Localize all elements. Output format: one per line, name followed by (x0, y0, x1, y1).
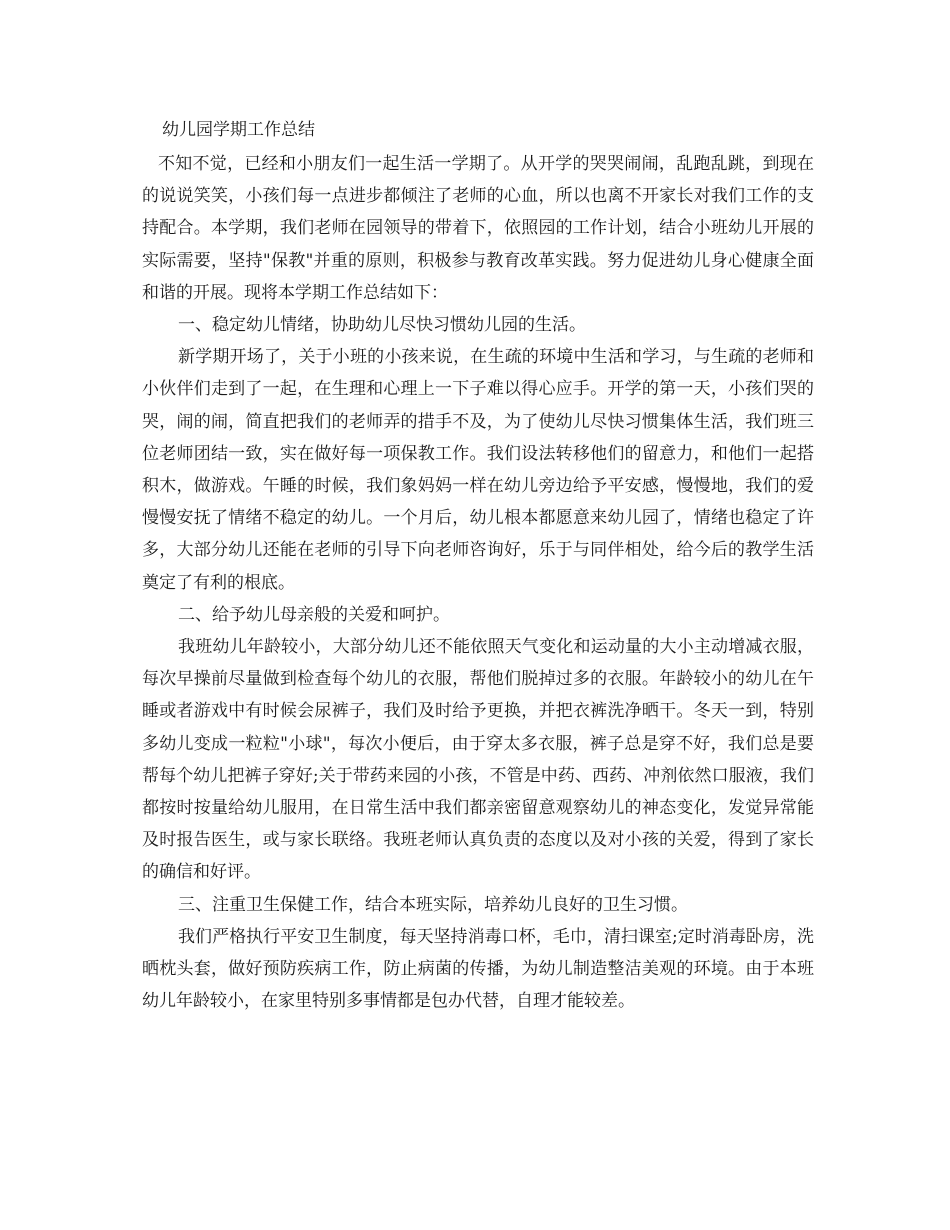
document-title: 幼儿园学期工作总结 (162, 120, 315, 140)
paragraph-section-3: 我们严格执行平安卫生制度，每天坚持消毒口杯，毛巾，清扫课室;定时消毒卧房，洗晒枕头套，做好预防疾病工作，防止病菌的传播，为幼儿制造整洁美观的环境。由于本班幼儿年龄较小，在家里特别多事情都是包办代替，自理才能较差。 (142, 926, 814, 1012)
paragraph-intro: 不知不觉，已经和小朋友们一起生活一学期了。从开学的哭哭闹闹，乱跑乱跳，到现在的说说笑笑，小孩们每一点进步都倾注了老师的心血，所以也离不开家长对我们工作的支持配合。本学期，我们老师在园领导的带着下，依照园的工作计划，结合小班幼儿开展的实际需要，坚持"保教"并重的原则，积极参与教育改革实践。努力促进幼儿身心健康全面和谐的开展。现将本学期工作总结如下： (142, 154, 814, 303)
document-body (142, 148, 814, 1017)
paragraph-section-2: 我班幼儿年龄较小，大部分幼儿还不能依照天气变化和运动量的大小主动增减衣服，每次早操前尽量做到检查每个幼儿的衣服，帮他们脱掉过多的衣服。年龄较小的幼儿在午睡或者游戏中有时候会尿裤子，我们及时给予更换，并把衣裤洗净晒干。冬天一到，特别多幼儿变成一粒粒"小球"，每次小便后，由于穿太多衣服，裤子总是穿不好，我们总是要帮每个幼儿把裤子穿好;关于带药来园的小孩，不管是中药、西药、冲剂依然口服液，我们都按时按量给幼儿服用，在日常生活中我们都亲密留意观察幼儿的神态变化，发觉异常能及时报告医生，或与家长联络。我班老师认真负责的态度以及对小孩的关爱，得到了家长的确信和好评。 (142, 637, 814, 883)
paragraph-section-1: 新学期开场了，关于小班的小孩来说，在生疏的环境中生活和学习，与生疏的老师和小伙伴们走到了一起，在生理和心理上一下子难以得心应手。开学的第一天，小孩们哭的哭，闹的闹，简直把我们的老师弄的措手不及，为了使幼儿尽快习惯集体生活，我们班三位老师团结一致，实在做好每一项保教工作。我们设法转移他们的留意力，和他们一起搭积木，做游戏。午睡的时候，我们象妈妈一样在幼儿旁边给予平安感，慢慢地，我们的爱慢慢安抚了情绪不稳定的幼儿。一个月后，幼儿根本都愿意来幼儿园了，情绪也稳定了许多，大部分幼儿还能在老师的引导下向老师咨询好，乐于与同伴相处，给今后的教学生活奠定了有利的根底。 (142, 347, 814, 593)
section-heading-3: 三、注重卫生保健工作，结合本班实际，培养幼儿良好的卫生习惯。 (178, 894, 688, 915)
section-heading-2: 二、给予幼儿母亲般的关爱和呵护。 (178, 604, 450, 625)
section-heading-1: 一、稳定幼儿情绪，协助幼儿尽快习惯幼儿园的生活。 (178, 315, 586, 336)
